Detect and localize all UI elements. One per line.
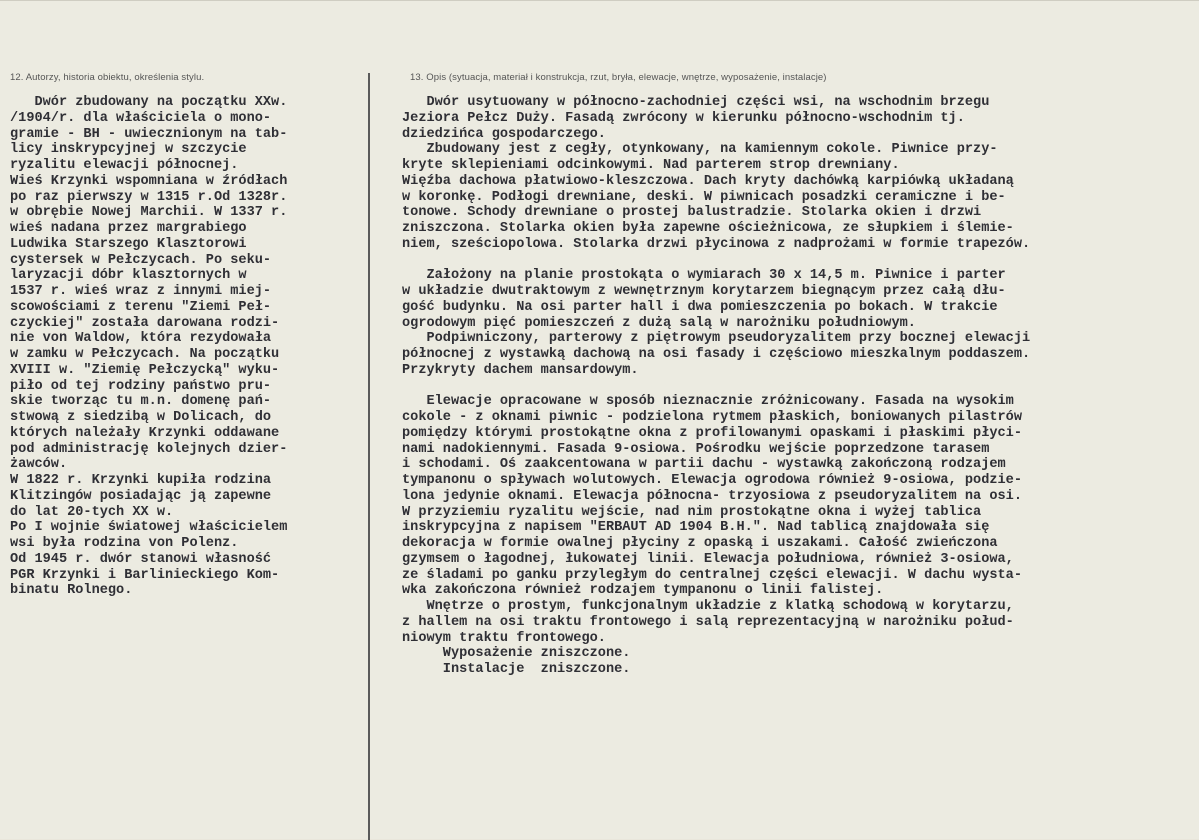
history-text-line: ryzalitu elewacji północnej. [10, 158, 239, 173]
description-text-line: Dwór usytuowany w północno-zachodniej części wsi, na wschodnim brzegu [402, 95, 990, 110]
description-text-line: kryte sklepieniami odcinkowymi. Nad parterem strop drewniany. [402, 158, 900, 173]
history-text-line: w obrębie Nowej Marchii. W 1337 r. [10, 205, 288, 221]
history-text-line: których należały Krzynki oddawane [10, 425, 280, 441]
description-text-line [402, 379, 1196, 395]
description-text-line: inskrypcyjna z napisem "ERBAUT AD 1904 B.H.". Nad tablicą znajdowała się [402, 520, 990, 536]
history-text-line: do lat 20-tych XX w. [10, 504, 174, 520]
description-text-line: w układzie dwutraktowym z wewnętrznym korytarzem biegnącym przez całą dłu- [402, 284, 1006, 299]
history-text-line: Po I wojnie światowej właścicielem [10, 520, 288, 536]
history-text-line: Ludwika Starszego Klasztorowi [10, 236, 247, 252]
description-text-line: Jeziora Pełcz Duży. Fasadą zwrócony w kierunku północno-wschodnim tj. [402, 110, 965, 126]
history-text-line: /1904/r. dla właściciela o mono- [10, 110, 272, 126]
description-text-line: dekoracja w formie owalnej płyciny z opaską i uszakami. Całość zwieńczona [402, 536, 998, 551]
description-text-line: Wnętrze o prostym, funkcjonalnym układzie z klatką schodową w korytarzu, [402, 599, 1014, 614]
description-text-line: Wyposażenie zniszczone. [402, 646, 631, 662]
description-text-line: Podpiwniczony, parterowy z piętrowym pseudoryzalitem przy bocznej elewacji [402, 331, 1031, 347]
description-text-line: lona jedynie oknami. Elewacja północna- trzyosiowa z pseudoryzalitem na osi. [402, 488, 1022, 504]
description-text-line: w koronkę. Podłogi drewniane, deski. W piwnicach posadzki ceramiczne i be- [402, 189, 1006, 205]
description-text-line [402, 253, 1196, 269]
history-text-line: binatu Rolnego. [10, 583, 133, 599]
history-text-line: gramie - BH - uwiecznionym na tab- [10, 126, 288, 142]
history-text-line: czyckiej" została darowana rodzi- [10, 315, 280, 331]
description-text-line: Instalacje zniszczone. [402, 662, 631, 677]
section-13-header: 13. Opis (sytuacja, materiał i konstrukcja, rzut, bryła, elewacje, wnętrze, wyposażenie, instalacje) [410, 72, 827, 83]
description-text-line: Zbudowany jest z cegły, otynkowany, na kamiennym cokole. Piwnice przy- [402, 142, 998, 158]
history-text-line: wieś nadana przez margrabiego [10, 221, 247, 236]
description-text [402, 95, 1196, 678]
history-text-line: Wieś Krzynki wspomniana w źródłach [10, 173, 288, 189]
description-text-line: tonowe. Schody drewniane o prostej balustradzie. Stolarka okien i drzwi [402, 205, 982, 221]
history-text-line: Dwór zbudowany na początku XXw. [10, 95, 288, 110]
description-text-line: ze śladami po ganku przyległym do centralnej części elewacji. W dachu wysta- [402, 567, 1022, 583]
description-text-line: Elewacje opracowane w sposób nieznacznie zróżnicowany. Fasada na wysokim [402, 394, 1014, 410]
description-text-line: nami nadokiennymi. Fasada 9-osiowa. Pośrodku wejście poprzedzone tarasem [402, 441, 990, 457]
description-text-line: zniszczona. Stolarka okien była zapewne ościeżnicowa, ze słupkiem i ślemie- [402, 221, 1014, 236]
description-text-line: i schodami. Oś zaakcentowana w partii dachu - wystawką zakończoną rodzajem [402, 457, 1006, 473]
history-text-line: cystersek w Pełczycach. Po seku- [10, 252, 272, 268]
description-text-line: niowym traktu frontowego. [402, 630, 606, 646]
description-text-line: pomiędzy którymi prostokątne okna z profilowanymi opaskami i płaskimi płyci- [402, 425, 1022, 441]
description-text-line: W przyziemiu ryzalitu wejście, nad nim prostokątne okna i wyżej tablica [402, 504, 982, 520]
description-text-line: Założony na planie prostokąta o wymiarach 30 x 14,5 m. Piwnice i parter [402, 268, 1006, 284]
description-text-line: gość budynku. Na osi parter hall i dwa pomieszczenia po bokach. W trakcie [402, 299, 998, 315]
history-text-line: wsi była rodzina von Polenz. [10, 536, 239, 551]
history-text-line: PGR Krzynki i Barlinieckiego Kom- [10, 567, 280, 583]
history-text-line: XVIII w. "Ziemię Pełczycką" wyku- [10, 362, 280, 378]
description-text-line: cokole - z oknami piwnic - podzielona rytmem płaskich, boniowanych pilastrów [402, 410, 1022, 425]
description-text-line: północnej z wystawką dachową na osi fasady i częściowo mieszkalnym poddaszem. [402, 347, 1031, 362]
history-text-line: nie von Waldow, która rezydowała [10, 331, 272, 347]
description-text-line: niem, sześciopolowa. Stolarka drzwi płycinowa z nadprożami w formie trapezów. [402, 236, 1031, 252]
history-text-line: skie tworząc tu m.n. domenę pań- [10, 394, 272, 410]
history-text-line: scowościami z terenu "Ziemi Peł- [10, 299, 272, 315]
description-text-line: z hallem na osi traktu frontowego i salą reprezentacyjną w narożniku połud- [402, 614, 1014, 630]
history-text-line: 1537 r. wieś wraz z innymi miej- [10, 284, 272, 299]
history-text-line: w zamku w Pełczycach. Na początku [10, 347, 280, 362]
history-text-line: żawców. [10, 457, 68, 473]
history-text-line: laryzacji dóbr klasztornych w [10, 268, 247, 284]
history-text-line: Klitzingów posiadając ją zapewne [10, 488, 272, 504]
description-text-line: Przykryty dachem mansardowym. [402, 362, 639, 378]
history-text-line: piło od tej rodziny państwo pru- [10, 378, 272, 394]
description-text-line: gzymsem o łagodnej, łukowatej linii. Elewacja południowa, również 3-osiowa, [402, 551, 1014, 567]
history-text-line: stwową z siedzibą w Dolicach, do [10, 410, 272, 425]
section-12-header: 12. Autorzy, historia obiektu, określenia stylu. [10, 72, 205, 83]
history-text-line: Od 1945 r. dwór stanowi własność [10, 551, 272, 567]
description-text-line: wka zakończona również rodzajem tympanonu o linii falistej. [402, 583, 884, 599]
description-text-line: Więźba dachowa płatwiowo-kleszczowa. Dach kryty dachówką karpiówką układaną [402, 173, 1014, 189]
history-text [10, 95, 372, 599]
history-text-line: W 1822 r. Krzynki kupiła rodzina [10, 473, 272, 488]
history-text-line: po raz pierwszy w 1315 r.Od 1328r. [10, 189, 288, 205]
history-text-line: licy inskrypcyjnej w szczycie [10, 142, 247, 158]
description-text-line: tympanonu o spływach wolutowych. Elewacja ogrodowa również 9-osiowa, podzie- [402, 473, 1022, 488]
description-text-line: ogrodowym pięć pomieszczeń z dużą salą w narożniku południowym. [402, 315, 916, 331]
history-text-line: pod administrację kolejnych dzier- [10, 441, 288, 457]
description-text-line: dziedzińca gospodarczego. [402, 126, 606, 142]
